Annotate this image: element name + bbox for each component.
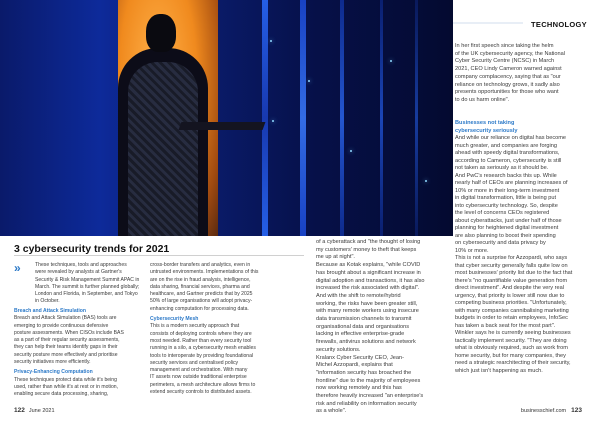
photo-server-rack — [415, 0, 418, 236]
text-line: Cyber Security Centre (NCSC) in March — [455, 58, 555, 65]
text-line: London and Florida, in September, and Tokyo — [35, 291, 138, 298]
text-line: risk and reliability on information security — [316, 400, 417, 407]
text-line: And while our reliance on digital has become — [455, 135, 567, 141]
chevron-right-icon: » — [14, 261, 21, 275]
text-line: data sharing, financial services, pharma and — [150, 283, 250, 290]
photo-laptop — [179, 122, 266, 130]
text-line: used, rather than while it's at rest or in motion, — [14, 383, 119, 390]
text-line: And with the shift to remote/hybrid — [316, 292, 401, 299]
text-line: Kralanx Cyber Security CEO, Jean- — [316, 354, 404, 361]
text-line: untrusted environments. Implementations of this — [150, 269, 259, 276]
photo-server-rack — [300, 0, 306, 236]
text-line: These techniques, tools and approaches — [35, 262, 127, 268]
text-line: These techniques protect data while it's being — [14, 376, 117, 383]
text-line: most businesses' priority list due to the fact that — [455, 270, 573, 276]
text-line: Michel Azzopardi, explains that — [316, 362, 393, 369]
text-line: as a whole". — [316, 408, 347, 415]
text-line: Because as Kotak explains, "while COVID — [316, 262, 421, 269]
text-line: are on the rise in fraud analysis, intelligence, — [150, 276, 251, 283]
text-line: perimeters, a mesh architecture allows firms to — [150, 381, 256, 388]
text-line: tactically implement security. "They are doing — [455, 337, 567, 344]
text-line: IT assets now outside traditional enterprise — [150, 374, 247, 381]
text-line: Breach and Attack Simulation (BAS) tools are — [14, 315, 117, 322]
text-line: working, the risks have been greater still, — [316, 300, 418, 307]
text-line: of the UK cybersecurity agency, the National — [455, 50, 565, 57]
text-line: 50% of large organisations will adopt privacy- — [150, 298, 253, 305]
hero-photo-server-room — [0, 0, 453, 236]
text-line: has brought about a significant increase in — [316, 269, 421, 276]
text-line: nearly half of CEOs are planning increases of — [455, 180, 568, 186]
text-line: not taken as seriously as it should be. — [455, 165, 549, 171]
subheading: Privacy-Enhancing Computation — [14, 369, 93, 376]
text-line: "information security has broached the — [316, 369, 412, 376]
subheading: Businesses not taking — [455, 120, 515, 126]
text-line: now working remotely and this has — [316, 385, 402, 392]
text-line: planning for heightened digital investment — [455, 225, 559, 231]
text-line: March. The summit is further planned globally; — [35, 283, 140, 290]
article-column-4-top — [455, 43, 595, 105]
subheading: cybersecurity seriously — [455, 127, 518, 134]
text-line: direct investment". And despite the very real — [455, 285, 564, 291]
text-line: security services and centralised policy — [150, 359, 239, 366]
text-line: organisational data and organisations — [316, 323, 409, 330]
text-line: emerging to provide continuous defensive — [14, 322, 109, 329]
text-line: with many remote workers using insecure — [316, 308, 419, 315]
text-line: about cyberattacks, just under half of those — [455, 217, 562, 224]
right-folio — [521, 407, 586, 414]
photo-server-rack — [340, 0, 344, 236]
text-line: urgency, that priority is lower still now due to — [455, 292, 565, 299]
text-line: increased the risk associated with digital". — [316, 285, 420, 292]
text-line: in digital transformation, little is being put — [455, 195, 557, 201]
left-page-number: 122 — [14, 407, 25, 414]
sidebar-intro — [35, 262, 145, 306]
subheading: Breach and Attack Simulation — [14, 308, 86, 314]
text-line: enabling secure data processing, sharing, — [14, 391, 109, 398]
text-line: much greater, and companies are forging — [455, 142, 557, 149]
text-line: presents opportunities for those who want — [455, 89, 559, 96]
text-line: frontline" due to the majority of employees — [316, 377, 421, 384]
text-line: on cybersecurity and data privacy by — [455, 240, 546, 246]
text-line: most needed. Rather than every security tool — [150, 337, 252, 344]
sidebar-column-1 — [14, 305, 144, 399]
text-line: has taken a back seat for the most part". — [455, 322, 556, 329]
text-line: 10% or more. — [455, 247, 489, 254]
photo-server-rack — [262, 0, 268, 236]
photo-led — [350, 150, 352, 152]
text-line: posture assessments. When CISOs include BAS — [14, 329, 124, 336]
text-line: This is a modern security approach that — [150, 323, 240, 330]
text-line: extend security controls to distributed assets. — [150, 389, 252, 396]
text-line: in October. — [35, 298, 60, 305]
text-line: lacking in effective enterprise-grade — [316, 331, 405, 338]
text-line: therefore heavily increased "an enterprise's — [316, 393, 424, 400]
photo-person-head — [146, 14, 176, 52]
text-line: cross-border transfers and analytics, even in — [150, 262, 251, 268]
article-column-4 — [455, 117, 595, 375]
photo-led — [270, 40, 272, 42]
text-line: tools to interoperate by providing foundational — [150, 352, 254, 359]
text-line: budgets in order to retain employees, InfoSec — [455, 315, 568, 321]
text-line: ahead with speedy digital transformations, — [455, 150, 560, 156]
text-line: as a part of their regular security assessments, — [14, 337, 120, 344]
text-line: my customers' money to theft that keeps — [316, 246, 417, 253]
title-rule — [14, 255, 304, 256]
photo-led — [390, 60, 392, 62]
photo-led — [425, 180, 427, 182]
text-line: home security, but for many companies, they — [455, 352, 566, 359]
text-line: they can help their teams identify gaps in their — [14, 344, 118, 351]
text-line: me up at night". — [316, 254, 355, 261]
text-line: Security & Risk Management Summit APAC in — [35, 276, 140, 283]
text-line: data transmission channels to transmit — [316, 316, 412, 323]
text-line: according to Cameron, cybersecurity is still — [455, 157, 562, 164]
photo-person-shirt — [128, 62, 198, 236]
site-url: businesschief.com — [520, 408, 567, 414]
text-line: In her first speech since taking the helm — [455, 43, 554, 49]
text-line: need a strategic rearchitecting of their security, — [455, 360, 571, 366]
right-page-number: 123 — [571, 407, 582, 414]
text-line: enhancing computation for processing data. — [150, 305, 249, 312]
text-line: 10% or more in their long-term investment — [455, 187, 560, 194]
sidebar-column-2 — [150, 262, 310, 396]
text-line: This is not a surprise for Azzopardi, who says — [455, 255, 568, 261]
text-line: security initiatives more efficiently. — [14, 359, 91, 366]
text-line: consists of deploying controls where they are — [150, 330, 252, 337]
text-line: 2021, CEO Lindy Cameron warned against — [455, 66, 562, 73]
text-line: healthcare, and Gartner predicts that by 2025 — [150, 291, 253, 298]
issue-date: June 2021 — [28, 408, 55, 414]
section-tag — [523, 17, 595, 31]
text-line: security posture more effectively and prioritise — [14, 351, 118, 358]
text-line: were revealed by analysts at Gartner's — [35, 269, 122, 276]
text-line: security solutions. — [316, 346, 361, 353]
article-column-3 — [316, 239, 456, 416]
left-folio — [14, 407, 55, 414]
sidebar-title: 3 cybersecurity trends for 2021 — [14, 243, 170, 255]
photo-led — [308, 80, 310, 82]
text-line: what is obviously required, such as work from — [455, 345, 568, 351]
text-line: competing business priorities. "Unfortunately, — [455, 300, 567, 306]
text-line: there's "no quantifiable value generation from — [455, 277, 568, 284]
text-line: firewalls, antivirus solutions and network — [316, 339, 416, 346]
text-line: into cybersecurity technology. So, despite — [455, 202, 558, 209]
section-tag-label: TECHNOLOGY — [531, 19, 587, 29]
text-line: company complacency, saying that as "our — [455, 73, 561, 80]
text-line: are also planning to boost their spending — [455, 232, 556, 239]
photo-led — [272, 120, 274, 122]
text-line: the level of concerns CEOs registered — [455, 210, 550, 216]
tag-line — [453, 22, 523, 24]
text-line: of a cyberattack and "the thought of losing — [316, 239, 421, 245]
text-line: that cyber security generally falls quite low on — [455, 262, 568, 269]
text-line: reliance on technology grows, it sadly also — [455, 81, 560, 88]
text-line: digital adoption and transactions, it has also — [316, 277, 425, 284]
text-line: running in a silo, a cybersecurity mesh enables — [150, 345, 256, 352]
photo-server-rack — [380, 0, 383, 236]
text-line: And PwC's research backs this up. While — [455, 172, 557, 179]
text-line: to do us harm online". — [455, 96, 510, 103]
text-line: which just isn't happening as much. — [455, 367, 543, 374]
text-line: Winkler says he is currently seeing businesses — [455, 330, 571, 336]
text-line: management and orchestration. With many — [150, 367, 248, 374]
text-line: with many companies cannibalising marketing — [455, 307, 569, 314]
subheading: Cybersecurity Mesh — [150, 316, 199, 323]
